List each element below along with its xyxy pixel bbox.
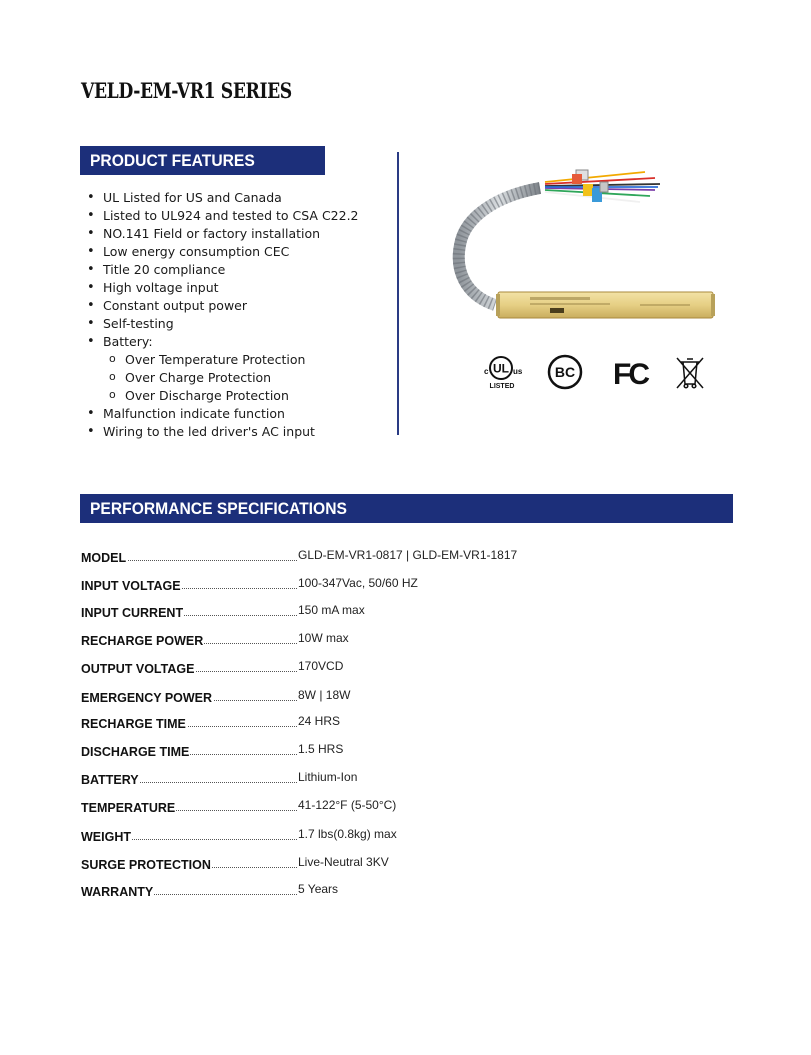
certification-logos — [480, 352, 720, 392]
spec-label: WARRANTY — [81, 885, 154, 899]
spec-value: GLD-EM-VR1-0817 | GLD-EM-VR1-1817 — [298, 548, 518, 562]
spec-value: 5 Years — [298, 882, 339, 896]
fcc-logo — [613, 358, 649, 391]
spec-row-temperature — [81, 795, 581, 815]
spec-label: OUTPUT VOLTAGE — [81, 662, 195, 676]
feature-item: • Constant output power — [84, 297, 384, 315]
spec-label: BATTERY — [81, 773, 139, 787]
spec-row-warranty — [81, 879, 581, 899]
spec-row-output-voltage — [81, 656, 581, 676]
battery-sub-item: o Over Temperature Protection — [103, 351, 384, 369]
battery-sub-list — [103, 351, 384, 405]
spec-label: DISCHARGE TIME — [81, 745, 190, 759]
battery-sub-item: o Over Charge Protection — [103, 369, 384, 387]
page-title: VELD-EM-VR1 SERIES — [81, 78, 292, 103]
weee-bin-icon — [677, 358, 703, 388]
feature-item: • NO.141 Field or factory installation — [84, 225, 384, 243]
spec-label: EMERGENCY POWER — [81, 691, 213, 705]
feature-item: • Low energy consumption CEC — [84, 243, 384, 261]
spec-value: 1.5 HRS — [298, 742, 344, 756]
spec-row-recharge-time — [81, 711, 581, 731]
ul-listed-logo — [484, 357, 523, 390]
ul-listed-text: LISTED — [489, 383, 515, 390]
performance-specs-header-text: PERFORMANCE SPECIFICATIONS — [90, 499, 347, 518]
performance-specs-header — [80, 494, 733, 523]
spec-value: 150 mA max — [298, 603, 365, 617]
ul-mark-text: UL — [493, 361, 509, 376]
spec-label: INPUT CURRENT — [81, 606, 184, 620]
feature-list — [84, 189, 384, 441]
spec-label: INPUT VOLTAGE — [81, 579, 181, 593]
feature-item-battery — [84, 333, 384, 405]
spec-label: WEIGHT — [81, 830, 131, 844]
spec-row-weight — [81, 824, 581, 844]
spec-label: TEMPERATURE — [81, 801, 176, 815]
feature-item-label: Battery: — [103, 334, 153, 349]
spec-value: 8W | 18W — [298, 688, 351, 702]
spec-row-emergency-power — [81, 685, 581, 705]
spec-value: 10W max — [298, 631, 349, 645]
spec-label: MODEL — [81, 551, 127, 565]
spec-row-model — [81, 545, 581, 565]
product-features-header-text: PRODUCT FEATURES — [90, 151, 255, 170]
spec-row-surge-protection — [81, 852, 581, 872]
battery-sub-item: o Over Discharge Protection — [103, 387, 384, 405]
spec-row-battery — [81, 767, 581, 787]
ul-c-text: c — [484, 367, 489, 376]
spec-row-input-current — [81, 600, 581, 620]
spec-value: 41-122°F (5-50°C) — [298, 798, 397, 812]
spec-value: 170VCD — [298, 659, 344, 673]
spec-value: Lithium-Ion — [298, 770, 358, 784]
spec-value: 1.7 lbs(0.8kg) max — [298, 827, 397, 841]
bc-logo — [549, 356, 581, 388]
spec-label: RECHARGE POWER — [81, 634, 204, 648]
feature-item: • UL Listed for US and Canada — [84, 189, 384, 207]
feature-item: • Title 20 compliance — [84, 261, 384, 279]
product-image — [440, 160, 730, 340]
feature-item: • Wiring to the led driver's AC input — [84, 423, 384, 441]
feature-item: • Self-testing — [84, 315, 384, 333]
spec-label: SURGE PROTECTION — [81, 858, 211, 872]
bc-text: BC — [554, 364, 576, 380]
section-divider — [397, 152, 399, 435]
product-features-header — [80, 146, 325, 175]
ul-us-text: us — [513, 367, 523, 376]
feature-item: • Malfunction indicate function — [84, 405, 384, 423]
spec-value: Live-Neutral 3KV — [298, 855, 389, 869]
spec-row-recharge-power — [81, 628, 581, 648]
spec-row-input-voltage — [81, 573, 581, 593]
feature-item: • Listed to UL924 and tested to CSA C22.2 — [84, 207, 384, 225]
spec-row-discharge-time — [81, 739, 581, 759]
spec-label: RECHARGE TIME — [81, 717, 186, 731]
fc-text: FC — [613, 358, 647, 391]
spec-value: 100-347Vac, 50/60 HZ — [298, 576, 418, 590]
spec-value: 24 HRS — [298, 714, 341, 728]
feature-item: • High voltage input — [84, 279, 384, 297]
